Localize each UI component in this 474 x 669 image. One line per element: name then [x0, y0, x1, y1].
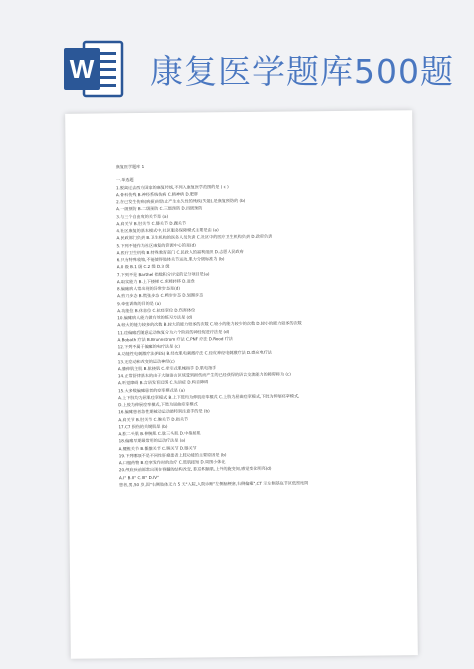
question-line: 18.偏瘫早期最常用的运动疗法是 (a)	[118, 437, 186, 444]
document-heading: 康复医学题库 1	[115, 164, 145, 170]
question-line: A.口服药物 B.痉挛发作时的治疗 C.肢肌接短 D.周围小体化	[118, 459, 226, 466]
question-line: A.膝伸肌主肌 B.肱桡肌 C.牵引式肌械指手 D.肌电指手	[117, 365, 217, 372]
question-line: 12.下列不属于偏瘫的电疗法是 (c)	[117, 343, 181, 350]
question-line: 13.无痉动和改变的运动神经(c)	[117, 358, 175, 364]
question-line: 4.社区康复的基本模式中,社区服务保障模式主要是由 (a)	[116, 227, 219, 234]
question-line: 15.大多数偏瘫患者的痉挛模式是 (a)	[118, 387, 185, 393]
question-line: A.一级预防 B.二级预防 C.三级预防 D.四级预防	[116, 205, 203, 212]
question-line: A.肩关节 B.肘关节 C.膝关节 D.踝关节	[116, 220, 187, 227]
question-line: 2.在已发生伤病(病损)时防止产生永久性的残疾(失能),是康复预防的 (b)	[116, 197, 246, 205]
question-line: A.骨科伤残 B.神经系统伤病 C.精神病 D.肥胖	[115, 191, 199, 198]
document-body	[116, 160, 399, 488]
microsoft-word-icon	[60, 36, 126, 102]
question-line: A.民政部门负责 B.卫生机构的医务人员负责 C.社区中的医疗卫生机构负责 D.政府负责	[116, 233, 273, 241]
question-line: A.Bobath 疗法 B.Brunnstrom 疗法 C.PNF 疗法 D.Rood 疗法	[117, 335, 234, 343]
question-line: 16.偏瘫患者急性期被动运动最特别注意手的是 (b)	[118, 408, 210, 415]
question-line: 3.与三个自由度的关节是 (a)	[116, 213, 169, 219]
question-line: 19.下列哪项不是不同性肝瘤患者上肢功能的主要原因是 (b)	[118, 451, 227, 459]
document-page	[65, 110, 418, 659]
question-line: 1.脱离过去西方国家的康复传统,不列入康复医学范围的是 ( c )	[115, 183, 229, 190]
question-line: 11.痉偏瘫后随意运动恢复分为六个阶段的神经促进疗法是 (d)	[117, 328, 230, 335]
question-line: 14.正常舒律基本的由于大脑语言区域受到损伤而产生的已经获得的语言交流能力的障碍称为 (c)	[117, 371, 291, 379]
word-icon-letter: W	[69, 54, 95, 84]
question-line: A.较大的能力较多的次数 B.较大的能力较多的次数 C.较小的能力较少的次数 D.较小的能力较多的次数	[117, 320, 302, 328]
question-line: A.取实能力 B.上下楼梯 C.床椅转移 D.进食	[116, 278, 195, 285]
question-line: A.肩关节 B.肘关节 C.腕关节 D.指关节	[118, 416, 189, 422]
question-line: A.上下肢均为屈肌痉挛模式 B.上下肢均为伸肌痉挛模式 C.上肢为屈曲痉挛模式,下肢为伸展痉挛模式,	[118, 393, 300, 401]
header-banner	[0, 0, 474, 112]
question-line: 8.偏瘫病人常出现的异常步态是(d)	[116, 285, 180, 292]
question-line: A.功能位 B.休息位 C.抗痉挛位 D.伤害体位	[117, 307, 196, 314]
question-line: 9.牵张训练的目的是 (a)	[117, 300, 161, 306]
question-line: A.0 级 B.1 级 C.2 级 D.3 级	[116, 263, 170, 270]
question-line: A.剪刀步态 B.慌张步态 C.鸭步步态 D.划圈步态	[117, 292, 204, 299]
document-title: 康复医学题库500题	[150, 52, 454, 91]
question-line: 20.颅底孩前部常出现在脊髓的结构改变, 肱后积脑肌,上外的旋变间,感觉变化明亮(d)	[118, 465, 272, 473]
question-line: A.医疗卫生机构 B.特殊教育部门 C.民政人的福利组织 D.志愿人民政府	[116, 248, 244, 256]
section-heading: 一.单选题	[115, 177, 134, 183]
question-line: A.肱二头肌 B.伸腕肌 C.肱三头肌 D.中指屈肌	[118, 430, 201, 437]
question-line: 10.偏瘫病人能力做有效的练习方法是 (d)	[117, 314, 193, 321]
question-line: 患者,男,50 岁,因"右侧肢体无力 5 天"入院,入院诊断"左侧脑梗塞,右侧偏瘫",CT 示左侧基底节区低密度阴	[119, 480, 309, 488]
question-line: D.上肢为伸展痉挛模式,下肢为屈曲痉挛模式	[118, 401, 198, 408]
question-line: A.腰椎关节 B.骶髂关节 C.腕关节 D.膝关节	[118, 444, 197, 451]
question-line: 6.只有特殊收缩,不能使得肢体关节运动,肌力分级标准为 (b)	[116, 256, 225, 263]
question-line: A.功能性电刺激疗法(FES) B.经皮肌电刺激疗法 C.经皮神经电刺激疗法 D.感应电疗法	[117, 349, 272, 357]
question-line: 7.下列不是 Barthel 指数积分评定的记分项目是(a)	[116, 270, 210, 277]
question-line: 5.下列不能作为社区康复的资源中心的是(d)	[116, 241, 196, 248]
question-line: A.听觉障碍 B.言语发育迟缓 C.失语症 D.构音障碍	[117, 379, 209, 386]
question-line: 17.C7 损伤的关键肌是 (b)	[118, 423, 168, 430]
question-line: A.I° B.II° C.III° D.IV°	[118, 474, 160, 480]
